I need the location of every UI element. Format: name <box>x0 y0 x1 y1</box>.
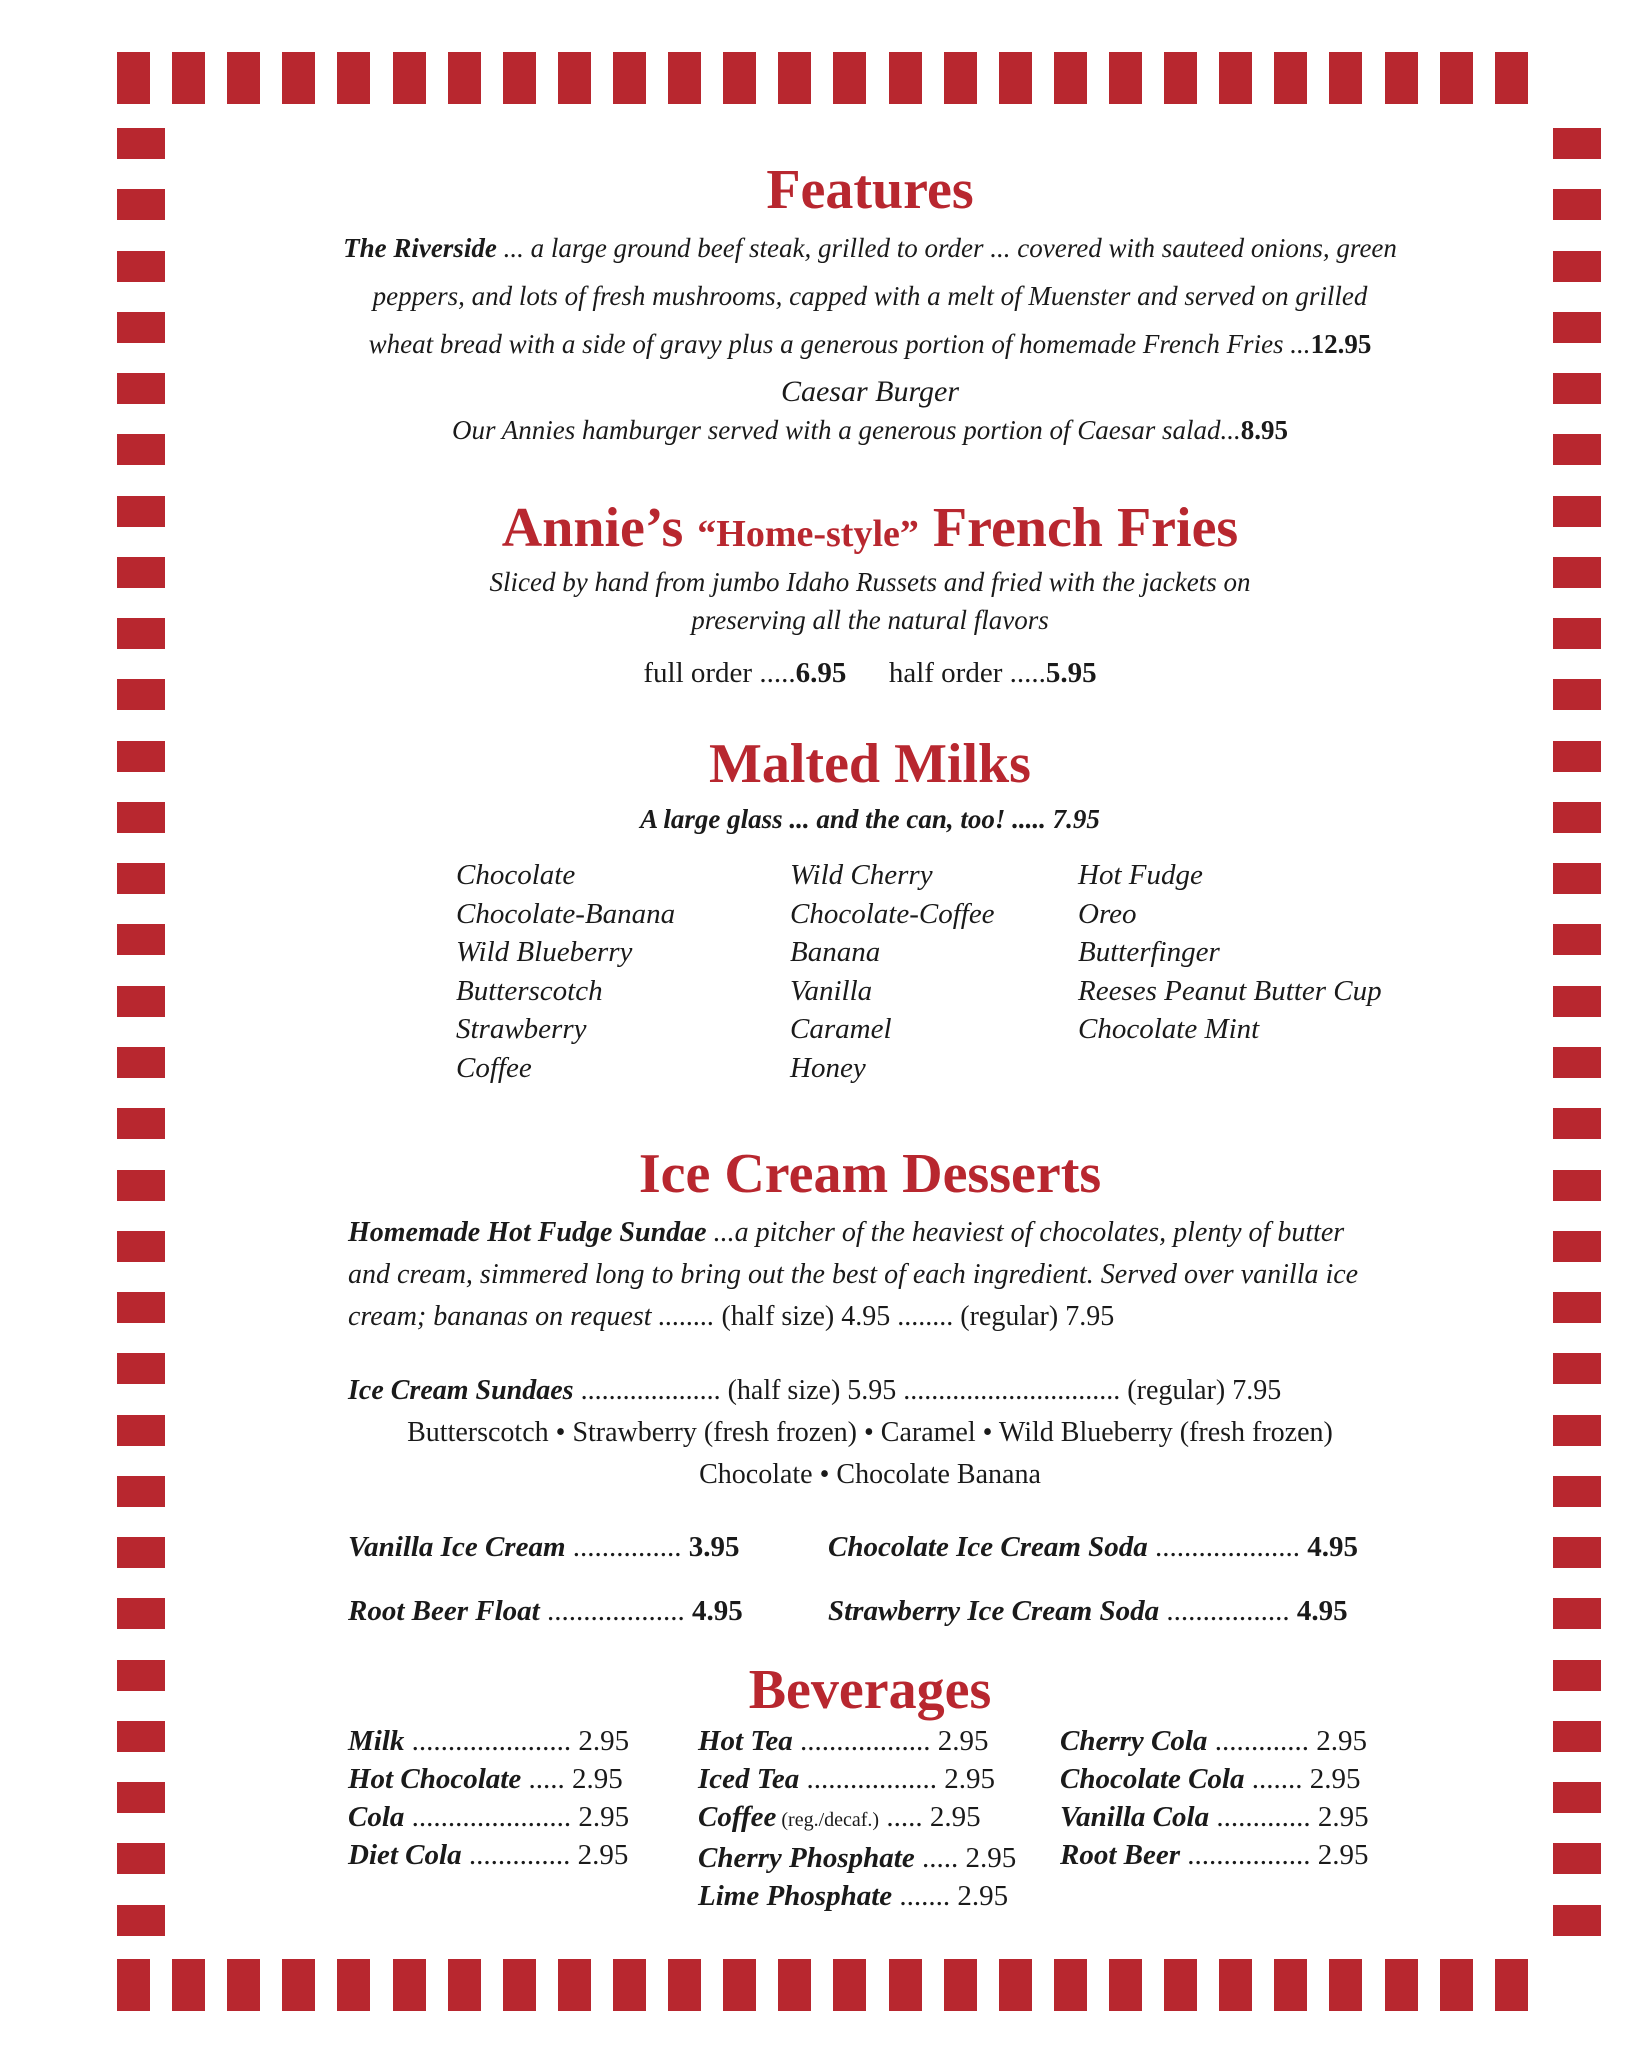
border-square <box>117 1843 165 1874</box>
malt-flavor: Oreo <box>1078 897 1137 930</box>
border-square <box>337 1959 370 2011</box>
item-price: 4.95 <box>1296 1595 1348 1627</box>
malt-flavor: Butterscotch <box>456 974 603 1007</box>
border-square <box>1553 986 1601 1017</box>
fries-prices <box>340 652 1400 694</box>
border-square <box>1553 1537 1601 1568</box>
beverage-name: Milk <box>348 1725 405 1757</box>
border-square <box>1553 373 1601 404</box>
malt-flavor: Coffee <box>456 1051 532 1084</box>
border-square <box>1054 1959 1087 2011</box>
border-square <box>613 1959 646 2011</box>
border-square <box>1385 52 1418 104</box>
beverage-item <box>698 1760 1016 1798</box>
features-heading: Features <box>766 159 974 221</box>
border-square <box>1553 251 1601 282</box>
riverside-line3 <box>340 320 1400 368</box>
riverside-desc-1: ... a large ground beef steak, grilled to order ... covered with sauteed onions, green <box>496 233 1397 263</box>
sundae-flavors-2: Chocolate • Chocolate Banana <box>699 1459 1041 1490</box>
malts-col-1 <box>456 856 675 1087</box>
border-square <box>503 1959 536 2011</box>
malt-flavor: Honey <box>790 1051 866 1084</box>
beverages-col-2 <box>698 1722 1016 1915</box>
malt-flavor: Reeses Peanut Butter Cup <box>1078 974 1382 1007</box>
border-square <box>778 52 811 104</box>
border-square <box>117 863 165 894</box>
border-square <box>1109 1959 1142 2011</box>
malt-flavor: Chocolate Mint <box>1078 1013 1260 1045</box>
hot-fudge-line3 <box>348 1296 1408 1338</box>
border-square <box>227 1959 260 2011</box>
desserts-heading: Ice Cream Desserts <box>638 1143 1102 1205</box>
caesar-name: Caesar Burger <box>780 375 960 408</box>
beverage-price: 2.95 <box>929 1801 981 1833</box>
border-square <box>172 52 205 104</box>
fries-heading-a: Annie’s <box>501 497 698 559</box>
beverage-name: Root Beer <box>1060 1839 1181 1871</box>
border-square <box>1553 434 1601 465</box>
beverages-col-1 <box>348 1722 629 1874</box>
item-dots: ............... <box>565 1531 689 1563</box>
fries-full-label: full order ..... <box>643 657 796 689</box>
border-square <box>117 986 165 1017</box>
border-square <box>117 52 150 104</box>
border-square <box>282 52 315 104</box>
beverage-item <box>1060 1722 1369 1760</box>
border-square <box>1164 1959 1197 2011</box>
sundaes-line <box>348 1370 1408 1412</box>
border-square <box>448 52 481 104</box>
beverages-heading: Beverages <box>748 1659 992 1721</box>
caesar-price: 8.95 <box>1240 415 1288 445</box>
item-name: Strawberry Ice Cream Soda <box>828 1595 1160 1627</box>
border-square <box>1553 1476 1601 1507</box>
border-square <box>117 1292 165 1323</box>
border-square <box>723 52 756 104</box>
beverage-dots: .................. <box>792 1725 938 1757</box>
border-square <box>1274 1959 1307 2011</box>
malt-flavor: Banana <box>790 936 881 968</box>
border-square <box>889 1959 922 2011</box>
item-dots: ................. <box>1159 1595 1297 1627</box>
border-square <box>117 373 165 404</box>
hot-fudge-name: Homemade Hot Fudge Sundae <box>348 1217 707 1248</box>
beverage-item <box>1060 1798 1369 1836</box>
border-square <box>117 924 165 955</box>
riverside-desc-3: wheat bread with a side of gravy plus a generous portion of homemade French Fries ... <box>368 329 1311 359</box>
malts-col-2 <box>790 856 995 1087</box>
beverage-item <box>348 1798 629 1836</box>
beverage-price: 2.95 <box>578 1725 630 1757</box>
vanilla-ice-cream-item <box>348 1528 740 1566</box>
border-square <box>1553 1231 1601 1262</box>
border-square <box>1553 618 1601 649</box>
border-square <box>1329 1959 1362 2011</box>
border-square <box>117 1415 165 1446</box>
malts-col-3 <box>1078 856 1382 1049</box>
border-square <box>117 741 165 772</box>
hot-fudge-desc-3: cream; bananas on request ........ <box>348 1301 715 1332</box>
malt-flavor: Chocolate-Banana <box>456 897 676 930</box>
border-square <box>117 1108 165 1139</box>
fries-half-label: half order ..... <box>888 657 1046 689</box>
fries-heading-b: “Home-style” <box>697 513 919 555</box>
border-square <box>1440 52 1473 104</box>
border-square <box>117 1905 165 1936</box>
border-square <box>1385 1959 1418 2011</box>
border-square <box>117 1047 165 1078</box>
beverages-col-3 <box>1060 1722 1369 1874</box>
border-square <box>1553 1598 1601 1629</box>
border-square <box>999 52 1032 104</box>
border-square <box>117 1721 165 1752</box>
border-square <box>117 1598 165 1629</box>
hot-fudge-line2: and cream, simmered long to bring out the best of each ingredient. Served over vanilla ice <box>348 1259 1359 1290</box>
border-square <box>999 1959 1032 2011</box>
border-square <box>337 52 370 104</box>
border-square <box>1495 52 1528 104</box>
border-square <box>117 618 165 649</box>
border-square <box>117 1660 165 1691</box>
item-dots: ................... <box>539 1595 692 1627</box>
malt-flavor: Wild Cherry <box>790 859 933 891</box>
beverage-item <box>698 1722 1016 1760</box>
fries-desc-2: preserving all the natural flavors <box>691 605 1049 635</box>
border-square <box>1109 52 1142 104</box>
beverage-dots: .............. <box>461 1839 578 1871</box>
border-square <box>117 189 165 220</box>
border-square <box>1553 557 1601 588</box>
riverside-name: The Riverside <box>343 233 497 263</box>
beverage-dots: ...................... <box>404 1725 579 1757</box>
beverage-price: 2.95 <box>1317 1801 1369 1833</box>
beverage-name: Cola <box>348 1801 405 1833</box>
beverage-price: 2.95 <box>1317 1839 1369 1871</box>
malts-heading: Malted Milks <box>709 733 1031 795</box>
border-square <box>1553 924 1601 955</box>
border-square <box>833 52 866 104</box>
border-square <box>117 1476 165 1507</box>
fries-half-price: 5.95 <box>1045 657 1097 689</box>
item-price: 4.95 <box>1307 1531 1359 1563</box>
beverage-price: 2.95 <box>944 1763 995 1795</box>
beverage-price: 2.95 <box>1316 1725 1367 1757</box>
beverage-name: Cherry Cola <box>1060 1725 1208 1757</box>
riverside-line2: peppers, and lots of fresh mushrooms, capped with a melt of Muenster and served on grilled <box>372 281 1368 311</box>
beverage-name: Cherry Phosphate <box>698 1842 915 1874</box>
border-square <box>889 52 922 104</box>
border-square <box>117 1353 165 1384</box>
border-square <box>558 1959 591 2011</box>
border-square <box>1553 496 1601 527</box>
beverage-price: 2.95 <box>1309 1763 1361 1795</box>
beverage-item <box>1060 1836 1369 1874</box>
border-square <box>117 1537 165 1568</box>
border-square <box>282 1959 315 2011</box>
beverage-dots: ............. <box>1207 1725 1317 1757</box>
sundaes-prices: .................... (half size) 5.95 ............................... (regular) 7.95 <box>573 1375 1282 1406</box>
beverage-price: 2.95 <box>577 1839 629 1871</box>
border-top <box>117 52 1528 104</box>
border-square <box>117 557 165 588</box>
beverage-name: Chocolate Cola <box>1060 1763 1245 1795</box>
beverage-name: Iced Tea <box>698 1763 800 1795</box>
border-square <box>1329 52 1362 104</box>
fries-heading-c: French Fries <box>918 497 1239 559</box>
beverage-item <box>348 1836 629 1874</box>
strawberry-soda-item <box>828 1592 1348 1630</box>
beverage-name: Lime Phosphate <box>698 1880 893 1912</box>
riverside-line1 <box>340 224 1400 272</box>
border-square <box>117 1782 165 1813</box>
beverage-dots: ....... <box>892 1880 958 1912</box>
malt-flavor: Chocolate-Coffee <box>790 897 995 930</box>
beverage-note: (reg./decaf.) <box>781 1809 880 1831</box>
beverage-dots: ................. <box>1180 1839 1318 1871</box>
border-square <box>1274 52 1307 104</box>
border-square <box>833 1959 866 2011</box>
beverage-name: Coffee <box>698 1801 777 1833</box>
border-square <box>1495 1959 1528 2011</box>
item-name: Vanilla Ice Cream <box>348 1531 566 1563</box>
border-square <box>1553 1782 1601 1813</box>
border-square <box>613 52 646 104</box>
border-square <box>227 52 260 104</box>
border-square <box>1219 52 1252 104</box>
border-square <box>117 802 165 833</box>
beverage-name: Hot Tea <box>698 1725 793 1757</box>
border-square <box>117 128 165 159</box>
item-price: 4.95 <box>691 1595 743 1627</box>
beverage-price: 2.95 <box>957 1880 1009 1912</box>
beverage-dots: .................. <box>799 1763 945 1795</box>
beverage-dots: ...................... <box>404 1801 579 1833</box>
beverage-dots: ....... <box>1244 1763 1310 1795</box>
malt-flavor: Chocolate <box>456 859 576 891</box>
hot-fudge-desc-1: ...a pitcher of the heaviest of chocolates, plenty of butter <box>706 1217 1345 1248</box>
border-square <box>1054 52 1087 104</box>
border-square <box>668 52 701 104</box>
item-name: Root Beer Float <box>348 1595 540 1627</box>
malt-flavor: Vanilla <box>790 974 873 1007</box>
border-square <box>1553 1353 1601 1384</box>
border-square <box>1553 1047 1601 1078</box>
border-square <box>117 312 165 343</box>
border-square <box>1553 1415 1601 1446</box>
beverage-item <box>698 1798 1016 1839</box>
beverage-price: 2.95 <box>578 1801 630 1833</box>
malt-flavor: Caramel <box>790 1013 892 1045</box>
border-square <box>448 1959 481 2011</box>
sundae-flavors-1: Butterscotch • Strawberry (fresh frozen) • Caramel • Wild Blueberry (fresh frozen) <box>407 1417 1333 1448</box>
border-square <box>172 1959 205 2011</box>
border-square <box>1553 802 1601 833</box>
malt-flavor: Butterfinger <box>1078 936 1220 968</box>
malt-flavor: Wild Blueberry <box>456 936 633 968</box>
beverage-price: 2.95 <box>571 1763 623 1795</box>
chocolate-soda-item <box>828 1528 1358 1566</box>
border-left <box>117 128 165 1936</box>
border-square <box>1553 1905 1601 1936</box>
malts-tagline: A large glass ... and the can, too! ..... 7.95 <box>640 804 1100 834</box>
border-square <box>1164 52 1197 104</box>
border-square <box>117 1231 165 1262</box>
beverage-dots: ............. <box>1209 1801 1318 1833</box>
border-square <box>1553 312 1601 343</box>
hot-fudge-prices: (half size) 4.95 ........ (regular) 7.95 <box>714 1301 1115 1332</box>
border-square <box>944 1959 977 2011</box>
border-square <box>117 1170 165 1201</box>
item-name: Chocolate Ice Cream Soda <box>828 1531 1148 1563</box>
border-square <box>117 679 165 710</box>
border-square <box>1553 1843 1601 1874</box>
border-square <box>1553 1108 1601 1139</box>
border-square <box>393 1959 426 2011</box>
border-square <box>117 251 165 282</box>
sundaes-name: Ice Cream Sundaes <box>348 1375 574 1406</box>
malt-flavor: Strawberry <box>456 1013 587 1045</box>
border-square <box>723 1959 756 2011</box>
border-square <box>668 1959 701 2011</box>
beverage-item <box>348 1722 629 1760</box>
beverage-name: Hot Chocolate <box>348 1763 522 1795</box>
beverage-item <box>698 1877 1016 1915</box>
fries-full-price: 6.95 <box>795 657 847 689</box>
border-square <box>944 52 977 104</box>
beverage-item <box>1060 1760 1369 1798</box>
border-square <box>1553 1721 1601 1752</box>
border-square <box>117 496 165 527</box>
beverage-dots: ..... <box>879 1801 930 1833</box>
border-square <box>117 1959 150 2011</box>
border-square <box>558 52 591 104</box>
root-beer-float-item <box>348 1592 743 1630</box>
beverage-price: 2.95 <box>937 1725 989 1757</box>
beverage-item <box>348 1760 629 1798</box>
border-square <box>1553 128 1601 159</box>
border-square <box>1440 1959 1473 2011</box>
beverage-dots: ..... <box>914 1842 966 1874</box>
caesar-line <box>340 408 1400 452</box>
beverage-name: Diet Cola <box>348 1839 462 1871</box>
item-price: 3.95 <box>688 1531 740 1563</box>
border-square <box>1553 1170 1601 1201</box>
caesar-desc: Our Annies hamburger served with a generous portion of Caesar salad... <box>452 415 1241 445</box>
border-square <box>1553 1660 1601 1691</box>
beverage-price: 2.95 <box>965 1842 1017 1874</box>
beverage-dots: ..... <box>521 1763 572 1795</box>
hot-fudge-line1 <box>348 1212 1408 1254</box>
border-square <box>393 52 426 104</box>
border-square <box>503 52 536 104</box>
border-square <box>1553 741 1601 772</box>
item-dots: .................... <box>1147 1531 1308 1563</box>
border-square <box>1553 863 1601 894</box>
fries-desc-1: Sliced by hand from jumbo Idaho Russets and fried with the jackets on <box>489 567 1251 597</box>
border-square <box>117 434 165 465</box>
beverage-name: Vanilla Cola <box>1060 1801 1210 1833</box>
border-right <box>1553 128 1601 1936</box>
fries-heading <box>340 498 1400 564</box>
border-bottom <box>117 1959 1528 2011</box>
border-square <box>778 1959 811 2011</box>
border-square <box>1553 679 1601 710</box>
riverside-price: 12.95 <box>1310 329 1372 359</box>
border-square <box>1553 189 1601 220</box>
border-square <box>1219 1959 1252 2011</box>
malt-flavor: Hot Fudge <box>1078 859 1203 891</box>
beverage-item <box>698 1839 1016 1877</box>
border-square <box>1553 1292 1601 1323</box>
